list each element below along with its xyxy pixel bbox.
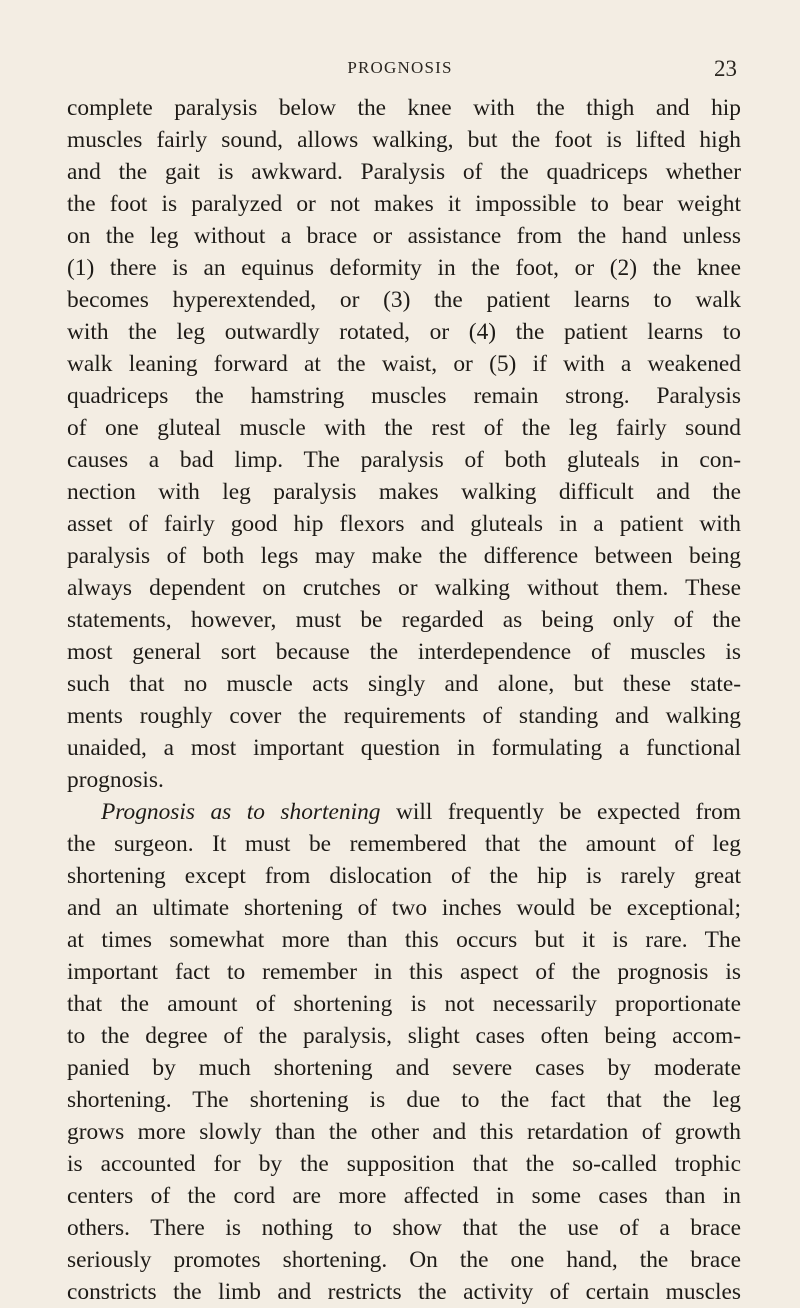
text-line: shortening. The shortening is due to the fact that the leg xyxy=(67,1087,741,1113)
text-line: seriously promotes shortening. On the one hand, the brace xyxy=(67,1247,741,1273)
text-line: grows more slowly than the other and this retardation of growth xyxy=(67,1119,741,1145)
text-line: unaided, a most important question in formulating a functional xyxy=(67,735,741,761)
text-line: most general sort because the interdependence of muscles is xyxy=(67,639,741,665)
text-line xyxy=(67,796,741,828)
text-line: the foot is paralyzed or not makes it impossible to bear weight xyxy=(67,191,741,217)
text-line: asset of fairly good hip flexors and gluteals in a patient with xyxy=(67,511,741,537)
text-line: complete paralysis below the knee with the thigh and hip xyxy=(67,95,741,121)
text-line: shortening except from dislocation of the hip is rarely great xyxy=(67,863,741,889)
text-line: important fact to remember in this aspect of the prognosis is xyxy=(67,959,741,985)
text-line: constricts the limb and restricts the activity of certain muscles xyxy=(67,1279,741,1305)
text-line: quadriceps the hamstring muscles remain strong. Paralysis xyxy=(67,383,741,409)
section-lead-italic: Prognosis as to shortening xyxy=(101,799,381,825)
text-line: to the degree of the paralysis, slight cases often being accom- xyxy=(67,1023,741,1049)
text-line: causes a bad limp. The paralysis of both gluteals in con- xyxy=(67,447,741,473)
page-number: 23 xyxy=(714,56,737,81)
text-line: is accounted for by the supposition that the so-called trophic xyxy=(67,1151,741,1177)
text-line: prognosis. xyxy=(67,767,164,793)
paragraph-2 xyxy=(67,796,741,1308)
text-line: such that no muscle acts singly and alone, but these state- xyxy=(67,671,741,697)
text-line: walk leaning forward at the waist, or (5) if with a weakened xyxy=(67,351,741,377)
paragraph-1 xyxy=(67,92,741,796)
text-line: statements, however, must be regarded as being only of the xyxy=(67,607,741,633)
text-line: becomes hyperextended, or (3) the patient learns to walk xyxy=(67,287,741,313)
text-line: the surgeon. It must be remembered that the amount of leg xyxy=(67,831,741,857)
text-line: centers of the cord are more affected in some cases than in xyxy=(67,1183,741,1209)
text-line: with the leg outwardly rotated, or (4) the patient learns to xyxy=(67,319,741,345)
body-text xyxy=(67,92,741,1308)
text-line: of one gluteal muscle with the rest of the leg fairly sound xyxy=(67,415,741,441)
text-line: (1) there is an equinus deformity in the foot, or (2) the knee xyxy=(67,255,741,281)
text-line: on the leg without a brace or assistance from the hand unless xyxy=(67,223,741,249)
text-line: muscles fairly sound, allows walking, but the foot is lifted high xyxy=(67,127,741,153)
text-line: nection with leg paralysis makes walking difficult and the xyxy=(67,479,741,505)
running-head: PROGNOSIS xyxy=(347,58,453,77)
text-line: paralysis of both legs may make the difference between being xyxy=(67,543,741,569)
text-line: others. There is nothing to show that the use of a brace xyxy=(67,1215,741,1241)
text-line: always dependent on crutches or walking without them. These xyxy=(67,575,741,601)
text-line: and the gait is awkward. Paralysis of the quadriceps whether xyxy=(67,159,741,185)
text-line: at times somewhat more than this occurs but it is rare. The xyxy=(67,927,741,953)
text-line: and an ultimate shortening of two inches would be exceptional; xyxy=(67,895,741,921)
text-line: that the amount of shortening is not necessarily proportionate xyxy=(67,991,741,1017)
text-line: ments roughly cover the requirements of standing and walking xyxy=(67,703,741,729)
text-line: panied by much shortening and severe cases by moderate xyxy=(67,1055,741,1081)
section-lead-text: will frequently be expected from xyxy=(380,799,741,825)
